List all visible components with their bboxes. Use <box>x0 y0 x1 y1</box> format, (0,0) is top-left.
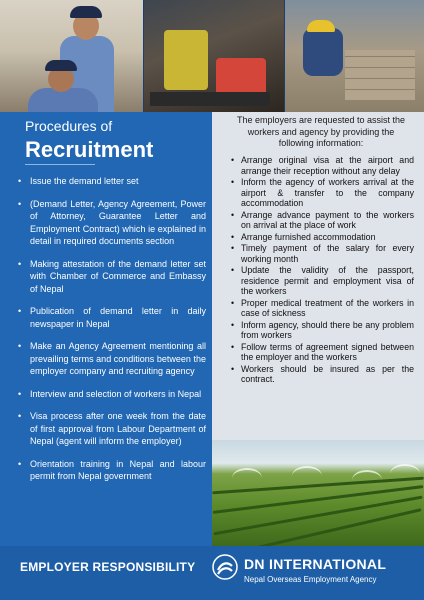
list-item: • Interview and selection of workers in Nepal <box>18 388 202 399</box>
security-guards-photo <box>0 0 143 112</box>
intro-text: The employers are requested to assist the workers and agency by providing the following information: <box>236 115 406 148</box>
list-item: • Proper medical treatment of the workers in case of sickness <box>231 297 414 318</box>
list-item: • (Demand Letter, Agency Agreement, Power of Attorney, Guarantee Letter and Employment Contract) which ie explained in detail in required documents section <box>18 198 206 246</box>
list-item: • Arrange original visa at the airport and arrange their reception without any delay <box>231 155 414 176</box>
heading-small: Procedures of <box>25 118 113 134</box>
construction-workers-photo <box>285 0 424 112</box>
list-item: • Inform the agency of workers arrival at the airport & transfer to the company accommodation <box>231 177 414 208</box>
recruitment-steps-list <box>16 175 206 493</box>
irrigated-field-photo <box>212 440 424 546</box>
photo-strip <box>0 0 424 112</box>
heading-divider <box>25 164 95 165</box>
employer-duties-list <box>230 155 414 386</box>
list-item: • Workers should be insured as per the contract. <box>231 363 414 384</box>
list-item: • Issue the demand letter set <box>18 176 139 186</box>
equipment-photo <box>144 0 284 112</box>
list-item: • Orientation training in Nepal and labour permit from Nepal government <box>18 458 206 481</box>
dn-logo-icon <box>212 554 238 580</box>
list-item: • Making attestation of the demand letter set with Chamber of Commerce and Embassy of Nepal <box>18 258 206 294</box>
footer-title: EMPLOYER RESPONSIBILITY <box>20 560 196 574</box>
list-item: • Arrange furnished accommodation <box>231 231 376 242</box>
list-item: • Publication of demand letter in daily newspaper in Nepal <box>18 306 206 329</box>
list-item: • Update the validity of the passport, residence permit and employment visa of the workers <box>231 265 414 296</box>
list-item: • Inform agency, should there be any problem from workers <box>231 319 414 340</box>
brand-name: DN INTERNATIONAL <box>244 556 387 572</box>
brand-tagline: Nepal Overseas Employment Agency <box>244 575 377 584</box>
list-item: • Arrange advance payment to the workers on arrival at the place of work <box>231 209 414 230</box>
page-title: Recruitment <box>25 137 154 162</box>
list-item: • Timely payment of the salary for every working month <box>231 243 414 264</box>
list-item: • Follow terms of agreement signed between the employer and the workers <box>231 341 414 362</box>
list-item: • Visa process after one week from the date of first approval from Labour Department of Nepal (agent will inform the employer) <box>18 411 206 446</box>
list-item: • Make an Agency Agreement mentioning all prevailing terms and conditions between the employer company and recruiting agency <box>18 341 206 376</box>
